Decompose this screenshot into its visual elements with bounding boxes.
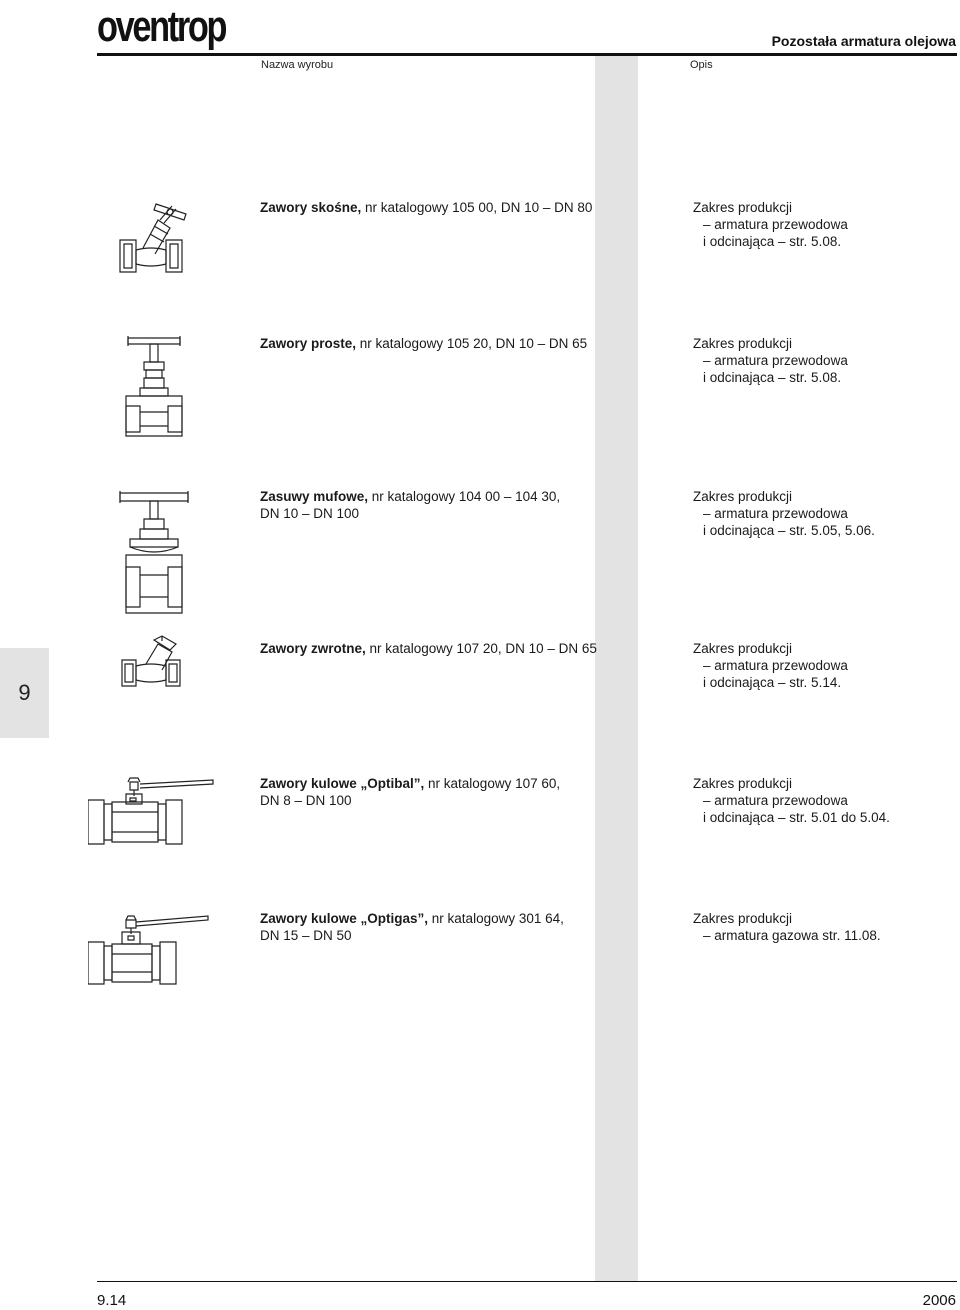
column-label-name: Nazwa wyrobu [261, 59, 334, 71]
brand-logo: oventrop [97, 2, 226, 51]
angle-valve-image [88, 190, 218, 275]
product-description-check-valve: Zakres produkcji – armatura przewodowa i odcinająca – str. 5.14. [693, 641, 848, 690]
page-title: Pozostała armatura olejowa [771, 33, 956, 49]
publication-year: 2006 [922, 1292, 956, 1309]
product-description-straight-valve: Zakres produkcji – armatura przewodowa i odcinająca – str. 5.08. [693, 336, 848, 385]
product-name-ball-valve-optibal: Zawory kulowe „Optibal”, nr katalogowy 107 60, DN 8 – DN 100 [260, 776, 561, 808]
product-name-angle-valve: Zawory skośne, nr katalogowy 105 00, DN 10 – DN 80 [260, 200, 593, 215]
product-description-ball-valve-optibal: Zakres produkcji – armatura przewodowa i odcinająca – str. 5.01 do 5.04. [693, 776, 890, 825]
product-name-ball-valve-optigas: Zawory kulowe „Optigas”, nr katalogowy 301 64, DN 15 – DN 50 [260, 911, 564, 943]
gate-valve-image [88, 485, 218, 620]
straight-valve-image [88, 330, 218, 440]
ball-valve-optibal-image [88, 772, 218, 852]
page-number: 9.14 [97, 1292, 127, 1309]
ball-valve-optigas-image [88, 910, 218, 988]
product-description-gate-valve: Zakres produkcji – armatura przewodowa i odcinająca – str. 5.05, 5.06. [693, 489, 875, 538]
column-label-description: Opis [690, 59, 713, 71]
check-valve-image [88, 632, 218, 692]
product-name-gate-valve: Zasuwy mufowe, nr katalogowy 104 00 – 104 30, DN 10 – DN 100 [260, 489, 561, 521]
product-name-check-valve: Zawory zwrotne, nr katalogowy 107 20, DN 10 – DN 65 [260, 641, 597, 656]
product-description-angle-valve: Zakres produkcji – armatura przewodowa i odcinająca – str. 5.08. [693, 200, 848, 249]
header-divider [97, 53, 957, 56]
footer-divider [97, 1281, 957, 1282]
product-description-ball-valve-optigas: Zakres produkcji – armatura gazowa str. 11.08. [693, 911, 881, 943]
product-name-straight-valve: Zawory proste, nr katalogowy 105 20, DN 10 – DN 65 [260, 336, 588, 351]
gray-column-band [595, 56, 638, 1282]
chapter-tab: 9 [0, 648, 49, 738]
